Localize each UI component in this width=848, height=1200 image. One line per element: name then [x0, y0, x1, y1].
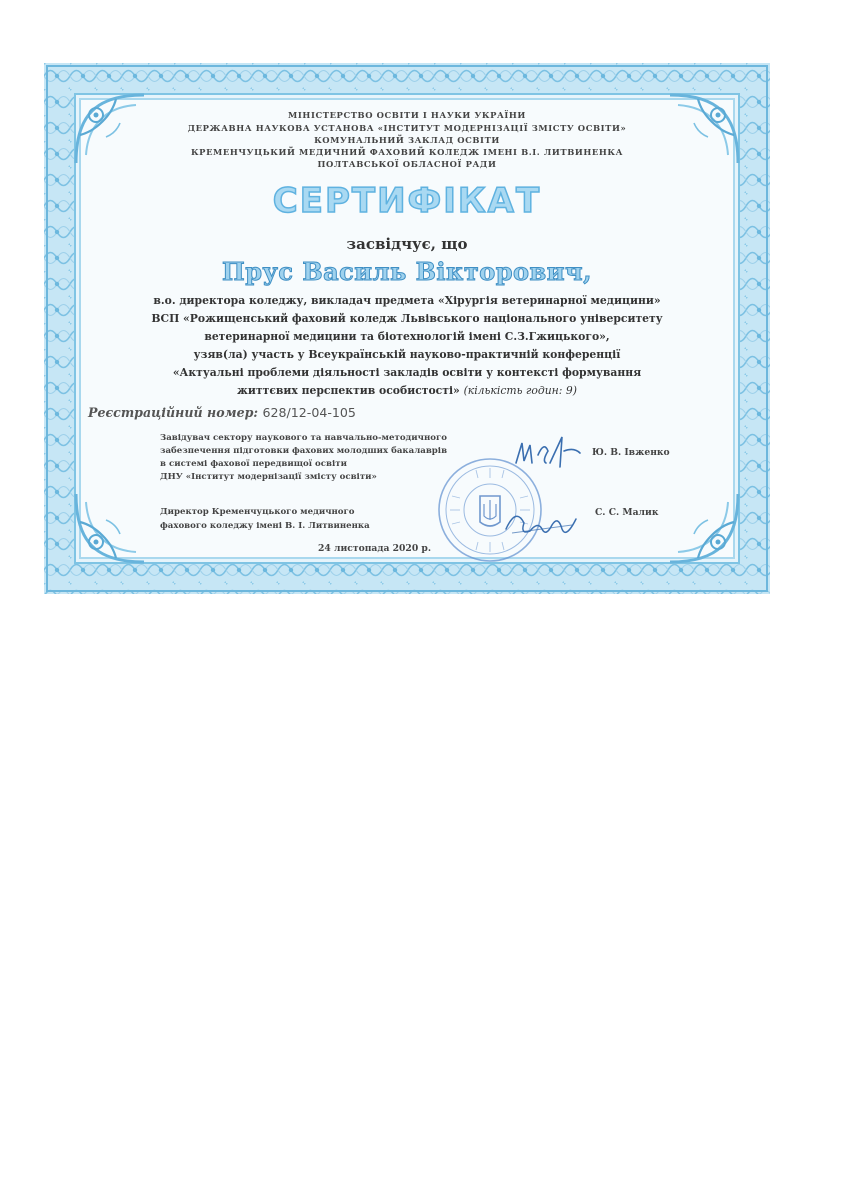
conference-title-end: життєвих перспектив особистості» [237, 384, 460, 397]
body-line-position: в.о. директора коледжу, викладач предмета «Хірургія ветеринарної медицини» [153, 294, 661, 307]
signatory2-title-line1: Директор Кременчуцького медичного [160, 507, 355, 517]
body-line-college: ВСП «Рожищенський фаховий коледж Львівського національного університету [151, 312, 663, 325]
signatory1-title-line1: Завідувач сектору наукового та навчально-методичного [160, 433, 447, 443]
corner-ornament-icon [66, 484, 154, 572]
body-line-conference-end [44, 384, 770, 397]
registration-number: 628/12-04-105 [262, 405, 356, 420]
signatory1-title-line3: в системі фахової передвищої освіти [160, 459, 347, 469]
header-institute: ДЕРЖАВНА НАУКОВА УСТАНОВА «ІНСТИТУТ МОДЕРНІЗАЦІЇ ЗМІСТУ ОСВІТИ» [187, 123, 627, 133]
recipient-name: Прус Василь Вікторович, [222, 257, 592, 286]
header-college: КРЕМЕНЧУЦЬКИЙ МЕДИЧНИЙ ФАХОВИЙ КОЛЕДЖ ІМЕНІ В.І. ЛИТВИНЕНКА [190, 147, 624, 157]
registration-line [88, 405, 356, 420]
certificate-title: СЕРТИФІКАТ [272, 181, 542, 221]
body-line-conference: «Актуальні проблеми діяльності закладів освіти у контексті формування [172, 366, 642, 379]
witness-text: засвідчує, що [346, 235, 468, 253]
certificate [44, 63, 770, 594]
hours-count: (кількість годин: 9) [463, 384, 577, 397]
signatory2-name: С. С. Малик [595, 507, 659, 518]
signatory1-name: Ю. В. Івженко [592, 447, 670, 458]
header-council: ПОЛТАВСЬКОЇ ОБЛАСНОЇ РАДИ [317, 159, 497, 169]
signatory1-title-line4: ДНУ «Інститут модернізації змісту освіти» [160, 472, 377, 482]
signature-2-icon [502, 503, 582, 541]
header-institution-type: КОМУНАЛЬНИЙ ЗАКЛАД ОСВІТИ [314, 135, 500, 145]
header-ministry: МІНІСТЕРСТВО ОСВІТИ І НАУКИ УКРАЇНИ [288, 110, 526, 120]
corner-ornament-icon [660, 484, 748, 572]
signatory2-title-line2: фахового коледжу імені В. І. Литвиненка [160, 521, 370, 531]
body-line-university: ветеринарної медицини та біотехнологій імені С.З.Гжицького», [204, 330, 610, 343]
body-line-participation: узяв(ла) участь у Всеукраїнській науково-практичній конференції [193, 348, 621, 361]
signatory1-title-line2: забезпечення підготовки фахових молодших бакалаврів [160, 446, 448, 456]
issue-date: 24 листопада 2020 р. [318, 543, 432, 554]
registration-label: Реєстраційний номер: [88, 405, 259, 420]
